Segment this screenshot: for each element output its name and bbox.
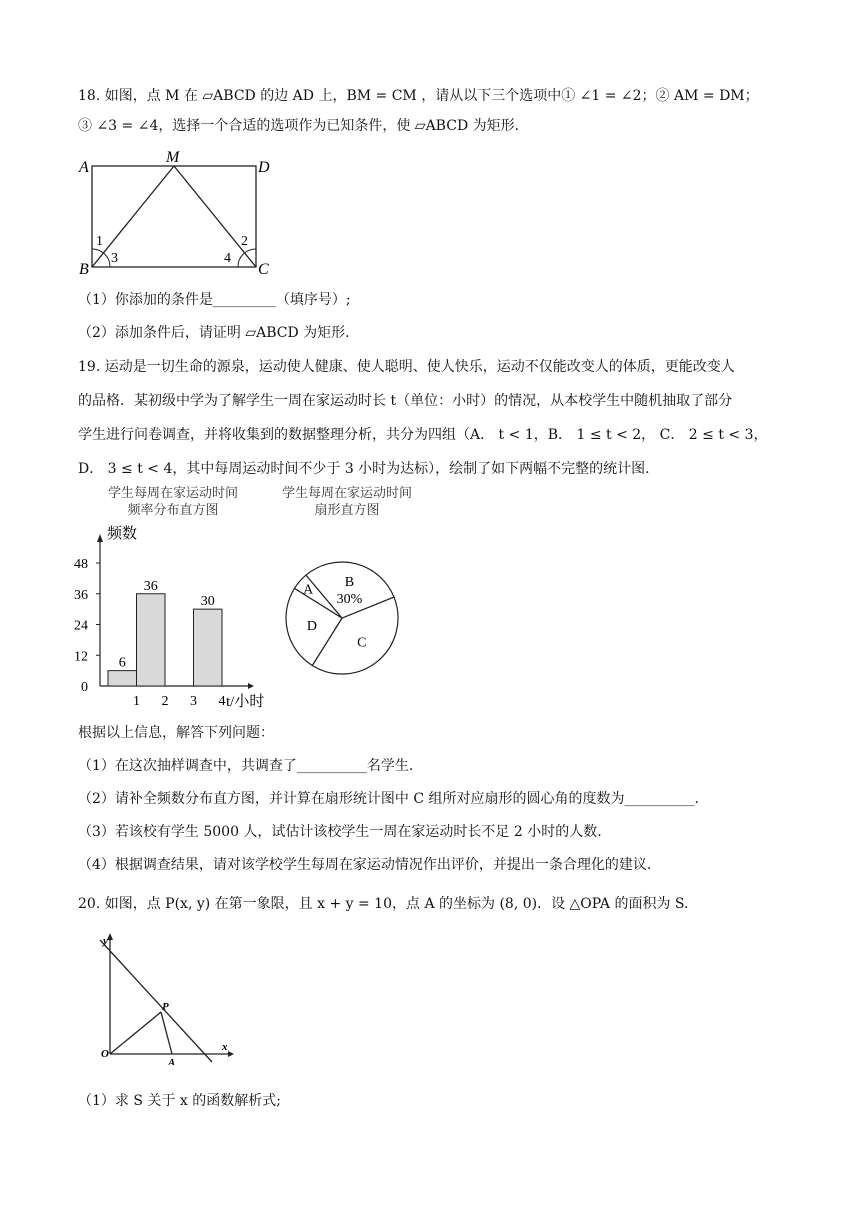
q19-line2: 的品格．某初级中学为了解学生一周在家运动时长 t（单位：小时）的情况，从本校学生中随机抽取了部分 xyxy=(78,393,733,409)
y-tick-label-48: 48 xyxy=(74,557,88,572)
label-y: y xyxy=(103,935,108,947)
y-tick-label-12: 12 xyxy=(74,649,88,665)
q18-line1: 18. 如图，点 M 在 ▱ABCD 的边 AD 上，BM = CM ，请从以下三个选项中① ∠1 = ∠2；② AM = DM； xyxy=(78,88,759,104)
q19-line1: 19. 运动是一切生命的源泉，运动使人健康、使人聪明、使人快乐，运动不仅能改变人的体质，更能改变人 xyxy=(78,359,735,375)
pie-value-B: 30% xyxy=(336,592,363,608)
q19-sub3: （3）若该校有学生 5000 人，试估计该校学生一周在家运动时长不足 2 小时的人数. xyxy=(78,824,602,840)
x-tick-label-2: 2 xyxy=(161,694,169,709)
angle-4: 4 xyxy=(224,251,231,266)
label-O: O xyxy=(101,1048,109,1060)
hist-caption-line1: 学生每周在家运动时间 xyxy=(107,486,238,501)
hist-caption-line2: 频率分布直方图 xyxy=(127,503,219,518)
q18-rectangle-figure xyxy=(74,146,284,278)
x-tick-label-4: 4 xyxy=(218,694,226,709)
q19-sub4: （4）根据调查结果，请对该学校学生每周在家运动情况作出评价，并提出一条合理化的建议. xyxy=(78,857,652,873)
pie-label-B: B xyxy=(344,575,355,591)
label-x: x xyxy=(222,1041,228,1053)
angle-1: 1 xyxy=(96,234,103,249)
y-tick-label-36: 36 xyxy=(74,587,88,603)
angle-3: 3 xyxy=(111,251,118,266)
y-tick-label-24: 24 xyxy=(74,618,88,634)
bar-label-1: 36 xyxy=(143,578,158,594)
angle-2: 2 xyxy=(241,234,248,249)
q19-intro: 根据以上信息，解答下列问题： xyxy=(78,725,274,741)
x-tick-label-1: 1 xyxy=(133,694,140,709)
y-tick-label-0: 0 xyxy=(81,680,88,695)
bar-label-3: 30 xyxy=(200,594,215,610)
label-P: P xyxy=(162,1001,169,1013)
label-M: M xyxy=(166,149,180,166)
q20-coordinate-figure xyxy=(98,930,238,1065)
bar-1 xyxy=(137,594,166,686)
q18-sub1: （1）你添加的条件是_________（填序号）; xyxy=(78,292,351,308)
pie-label-C: C xyxy=(357,635,367,651)
label-B: B xyxy=(79,261,89,278)
label-A: A xyxy=(79,159,89,176)
q19-line3: 学生进行问卷调查，并将收集到的数据整理分析，共分为四组（A． t < 1，B． 1 ≤ t < 2， C． 2 ≤ t < 3， xyxy=(78,427,768,443)
q19-line4: D． 3 ≤ t < 4，其中每周运动时间不少于 3 小时为达标），绘制了如下两幅不完整的统计图. xyxy=(78,461,650,477)
label-D: D xyxy=(258,159,270,176)
pie-label-A: A xyxy=(303,582,314,598)
pie-caption xyxy=(262,485,432,519)
q18-sub2: （2）添加条件后，请证明 ▱ABCD 为矩形. xyxy=(78,325,350,341)
pie-label-D: D xyxy=(306,618,318,634)
pie-caption-line1: 学生每周在家运动时间 xyxy=(281,486,412,501)
pie-caption-line2: 扇形直方图 xyxy=(314,503,380,518)
label-A: A xyxy=(168,1057,176,1065)
q18-line2: ③ ∠3 = ∠4，选择一个合适的选项作为已知条件，使 ▱ABCD 为矩形. xyxy=(78,118,520,134)
q20-sub1: （1）求 S 关于 x 的函数解析式; xyxy=(78,1093,281,1109)
pie-chart xyxy=(280,556,410,686)
label-C: C xyxy=(258,261,269,278)
x-axis-label: t/小时 xyxy=(226,694,265,710)
y-axis-arrow xyxy=(97,534,103,542)
x-axis-arrow xyxy=(248,683,254,689)
histogram-chart xyxy=(70,518,290,710)
bar-0 xyxy=(108,671,137,686)
q20-line1: 20. 如图，点 P(x, y) 在第一象限，且 x + y = 10，点 A 的坐标为 (8, 0)．设 △OPA 的面积为 S. xyxy=(78,896,689,912)
q19-sub1: （1）在这次抽样调查中，共调查了__________名学生. xyxy=(78,758,414,774)
y-axis-label: 频数 xyxy=(107,526,138,542)
bar-label-0: 6 xyxy=(118,655,126,671)
bar-3 xyxy=(194,609,223,686)
q19-sub2: （2）请补全频数分布直方图，并计算在扇形统计图中 C 组所对应扇形的圆心角的度数为__________. xyxy=(78,791,699,807)
hist-caption xyxy=(88,485,258,519)
x-tick-label-3: 3 xyxy=(190,694,197,709)
